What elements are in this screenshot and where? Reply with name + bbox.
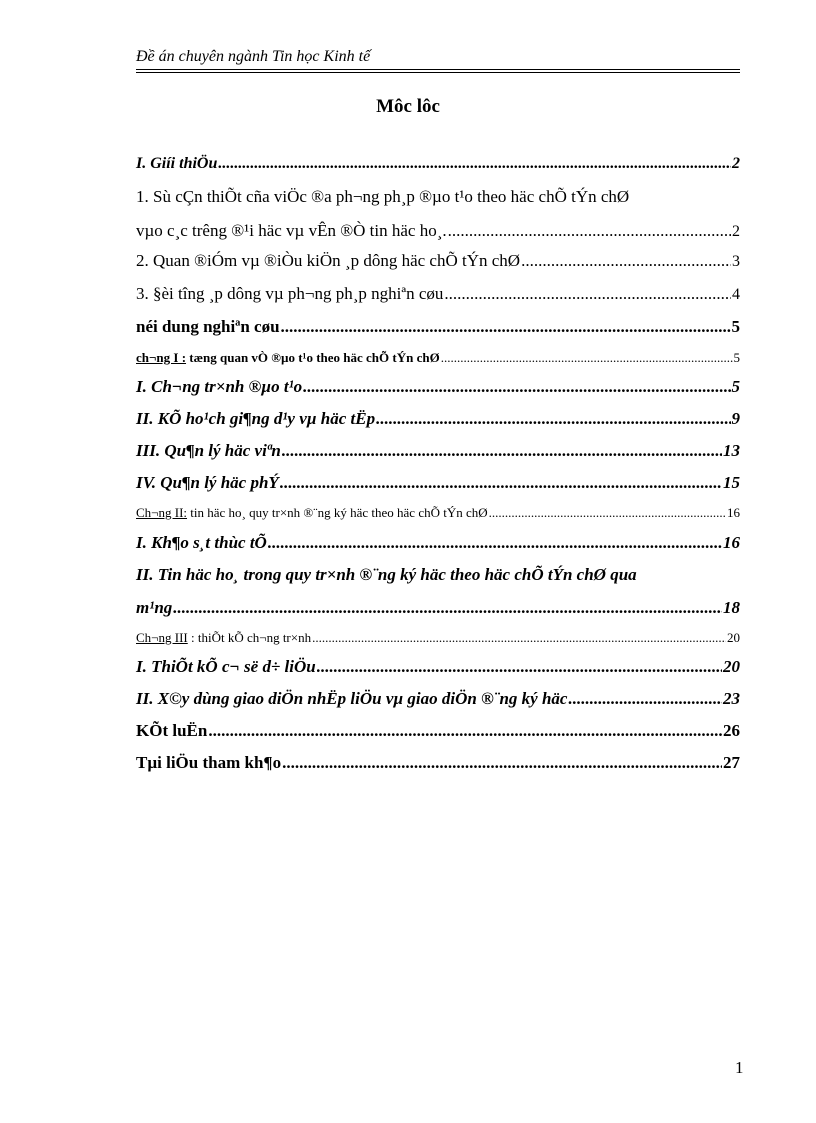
dot-leader [218, 156, 731, 172]
toc-entry-text: 2. Quan ®iÓm vµ ®iÒu kiÖn ¸p dông häc chÕ tÝn chØ [136, 251, 521, 270]
toc-entry-text: I. ThiÕt kÕ c¬ së d÷ liÖu [136, 657, 316, 676]
toc-page-number: 16 [727, 505, 740, 520]
toc-page-number: 9 [731, 409, 740, 428]
dot-leader [280, 474, 722, 491]
toc-entry-text: I. Kh¶o s¸t thùc tÕ [136, 533, 267, 552]
dot-leader [317, 658, 722, 675]
toc-entry-text: : thiÕt kÕ ch¬ng tr×nh [187, 630, 312, 645]
dot-leader [312, 631, 726, 644]
toc-entry-teaching-plan[interactable] [136, 410, 740, 427]
dot-leader [521, 252, 731, 269]
toc-entry-chapter-2[interactable] [136, 506, 740, 519]
toc-page-number: 5 [731, 317, 740, 336]
toc-entry-conclusion[interactable] [136, 722, 740, 739]
toc-entry-text: tin häc ho¸ quy tr×nh ®¨ng ký häc theo häc chÕ tÝn chØ [187, 505, 488, 520]
toc-entry-chapter-1[interactable] [136, 351, 740, 364]
toc-page-number: 5 [731, 377, 740, 396]
toc-page-number: 13 [723, 441, 740, 460]
chapter-label: ch¬ng I : [136, 350, 187, 365]
toc-entry-text: tæng quan vÒ ®µo t¹o theo häc chÕ tÝn chØ [186, 350, 440, 365]
toc-page-number: 15 [723, 473, 740, 492]
toc-entry-text: II. KÕ ho¹ch gi¶ng d¹y vµ häc tËp [136, 409, 376, 428]
toc-page-number: 27 [723, 753, 740, 772]
toc-entry-text-line1: 1. Sù cÇn thiÕt cña viÖc ®a ph¬ng ph¸p ®µo t¹o theo häc chÕ tÝn chØ [136, 187, 630, 206]
toc-entry-introduction[interactable] [136, 156, 740, 172]
toc-entry-text-line1: II. Tin häc ho¸ trong quy tr×nh ®¨ng ký häc theo häc chÕ tÝn chØ qua [136, 565, 637, 584]
toc-page-number: 23 [723, 689, 740, 708]
dot-leader [173, 599, 722, 616]
toc-entry-text: vµo c¸c trêng ®¹i häc vµ vÊn ®Ò tin häc ho¸. [136, 221, 447, 240]
dot-leader [448, 222, 731, 239]
toc-page-number: 16 [723, 533, 740, 552]
toc-entry-chapter-3[interactable] [136, 631, 740, 644]
toc-entry-necessity[interactable] [136, 188, 740, 240]
toc-page-number: 20 [723, 657, 740, 676]
toc-entry-text: I. Ch¬ng tr×nh ®µo t¹o [136, 377, 303, 396]
toc-entry-tuition-management[interactable] [136, 474, 740, 491]
dot-leader [268, 534, 722, 551]
toc-title: Môc lôc [376, 96, 440, 117]
toc-entry-student-management[interactable] [136, 442, 740, 459]
table-of-contents [136, 0, 740, 800]
toc-page-number: 5 [733, 350, 740, 365]
chapter-label: Ch¬ng III [136, 630, 188, 645]
toc-page-number: 26 [723, 721, 740, 740]
dot-leader [303, 378, 730, 395]
dot-leader [376, 410, 730, 427]
toc-page-number: 20 [727, 630, 740, 645]
header-title: Đề án chuyên ngành Tin học Kinh tế [136, 48, 371, 65]
dot-leader [282, 754, 722, 771]
toc-entry-text: III. Qu¶n lý häc viªn [136, 441, 281, 460]
toc-entry-viewpoint[interactable] [136, 252, 740, 270]
toc-entry-scope[interactable] [136, 285, 740, 303]
toc-entry-text: KÕt luËn [136, 721, 208, 740]
toc-entry-curriculum[interactable] [136, 378, 740, 395]
toc-entry-text: II. X©y dùng giao diÖn nhËp liÖu vµ giao diÖn ®¨ng ký häc [136, 689, 568, 708]
dot-leader [444, 285, 731, 302]
toc-entry-text: Tµi liÖu tham kh¶o [136, 753, 282, 772]
toc-entry-database-design[interactable] [136, 658, 740, 675]
toc-entry-text: I. Giíi thiÖu [136, 155, 218, 172]
toc-entry-references[interactable] [136, 754, 740, 771]
dot-leader [489, 506, 726, 519]
toc-entry-text: 3. §èi tîng ¸p dông vµ ph¬ng ph¸p nghiªn cøu [136, 284, 444, 303]
toc-entry-text: IV. Qu¶n lý häc phÝ [136, 473, 279, 492]
page-number: 1 [735, 1058, 744, 1077]
toc-entry-content[interactable] [136, 318, 740, 335]
dot-leader [441, 351, 733, 364]
dot-leader [282, 442, 722, 459]
toc-page-number: 4 [732, 286, 740, 303]
toc-entry-computerization[interactable] [136, 566, 740, 616]
dot-leader [208, 722, 722, 739]
dot-leader [281, 318, 731, 335]
toc-page-number: 18 [723, 598, 740, 617]
toc-page-number: 2 [732, 223, 740, 240]
toc-entry-text: néi dung nghiªn cøu [136, 317, 280, 336]
dot-leader [568, 690, 722, 707]
chapter-label: Ch¬ng II: [136, 505, 188, 520]
toc-entry-text: m¹ng [136, 598, 173, 617]
toc-page-number: 2 [732, 155, 740, 172]
toc-entry-survey[interactable] [136, 534, 740, 551]
toc-entry-interface[interactable] [136, 690, 740, 707]
toc-page-number: 3 [732, 253, 740, 270]
